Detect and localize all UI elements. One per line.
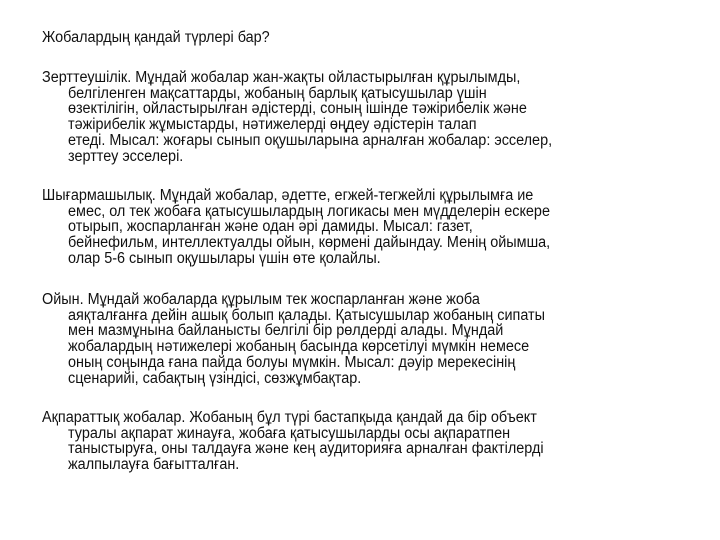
paragraph-line: туралы ақпарат жинауға, жобаға қатысушыларды осы ақпаратпен [68, 424, 511, 442]
paragraph-research [42, 70, 552, 164]
paragraph-line: оның соңында ғана пайда болуы мүмкін. Мысал: дәуір мерекесінің [68, 353, 516, 371]
paragraph-game [42, 292, 545, 386]
paragraph-line: жалпылауға бағытталған. [68, 456, 240, 474]
paragraph-line: отырып, жоспарланған және одан әрі дамиды. Мысал: газет, [68, 218, 473, 236]
page-title: Жобалардың қандай түрлері бар? [42, 29, 270, 46]
paragraph-line: Ақпараттық жобалар. Жобаның бұл түрі бастапқыда қандай да бір объект [42, 409, 537, 426]
paragraph-creative [42, 188, 550, 267]
paragraph-information [42, 410, 544, 473]
paragraph-line: олар 5-6 сынып оқушылары үшін өте қолайлы. [68, 249, 381, 267]
paragraph-line: бейнефильм, интеллектуалды ойын, көрмені дайындау. Менің ойымша, [68, 234, 551, 252]
paragraph-line: Ойын. Мұндай жобаларда құрылым тек жоспарланған және жоба [42, 291, 480, 308]
paragraph-line: Шығармашылық. Мұндай жобалар, әдетте, егжей-тегжейлі құрылымға ие [42, 187, 534, 204]
paragraph-line: белгіленген мақсаттарды, жобаның барлық қатысушылар үшін [68, 84, 487, 102]
paragraph-line: емес, ол тек жобаға қатысушылардың логикасы мен мүдделерін ескере [68, 202, 550, 220]
paragraph-line: жобалардың нәтижелері жобаның басында көрсетілуі мүмкін немесе [68, 338, 530, 356]
paragraph-line: етеді. Мысал: жоғары сынып оқушыларына арналған жобалар: эсселер, [68, 131, 553, 149]
paragraph-line: сценарийі, сабақтың үзіндісі, сөзжұмбақтар. [68, 369, 362, 387]
paragraph-line: таныстыруға, оны талдауға және кең аудиторияға арналған фактілерді [68, 440, 544, 458]
paragraph-line: Зерттеушілік. Мұндай жобалар жан-жақты ойластырылған құрылымды, [42, 69, 521, 86]
paragraph-line: зерттеу эсселері. [68, 147, 184, 165]
paragraph-line: өзектілігін, ойластырылған әдістерді, соның ішінде тәжірибелік және [68, 100, 527, 118]
paragraph-line: мен мазмұнына байланысты белгілі бір рөлдерді алады. Мұндай [68, 322, 504, 340]
paragraph-line: аяқталғанға дейін ашық болып қалады. Қатысушылар жобаның сипаты [68, 306, 545, 324]
paragraph-line: тәжірибелік жұмыстарды, нәтижелерді өңдеу әдістерін талап [68, 116, 477, 134]
